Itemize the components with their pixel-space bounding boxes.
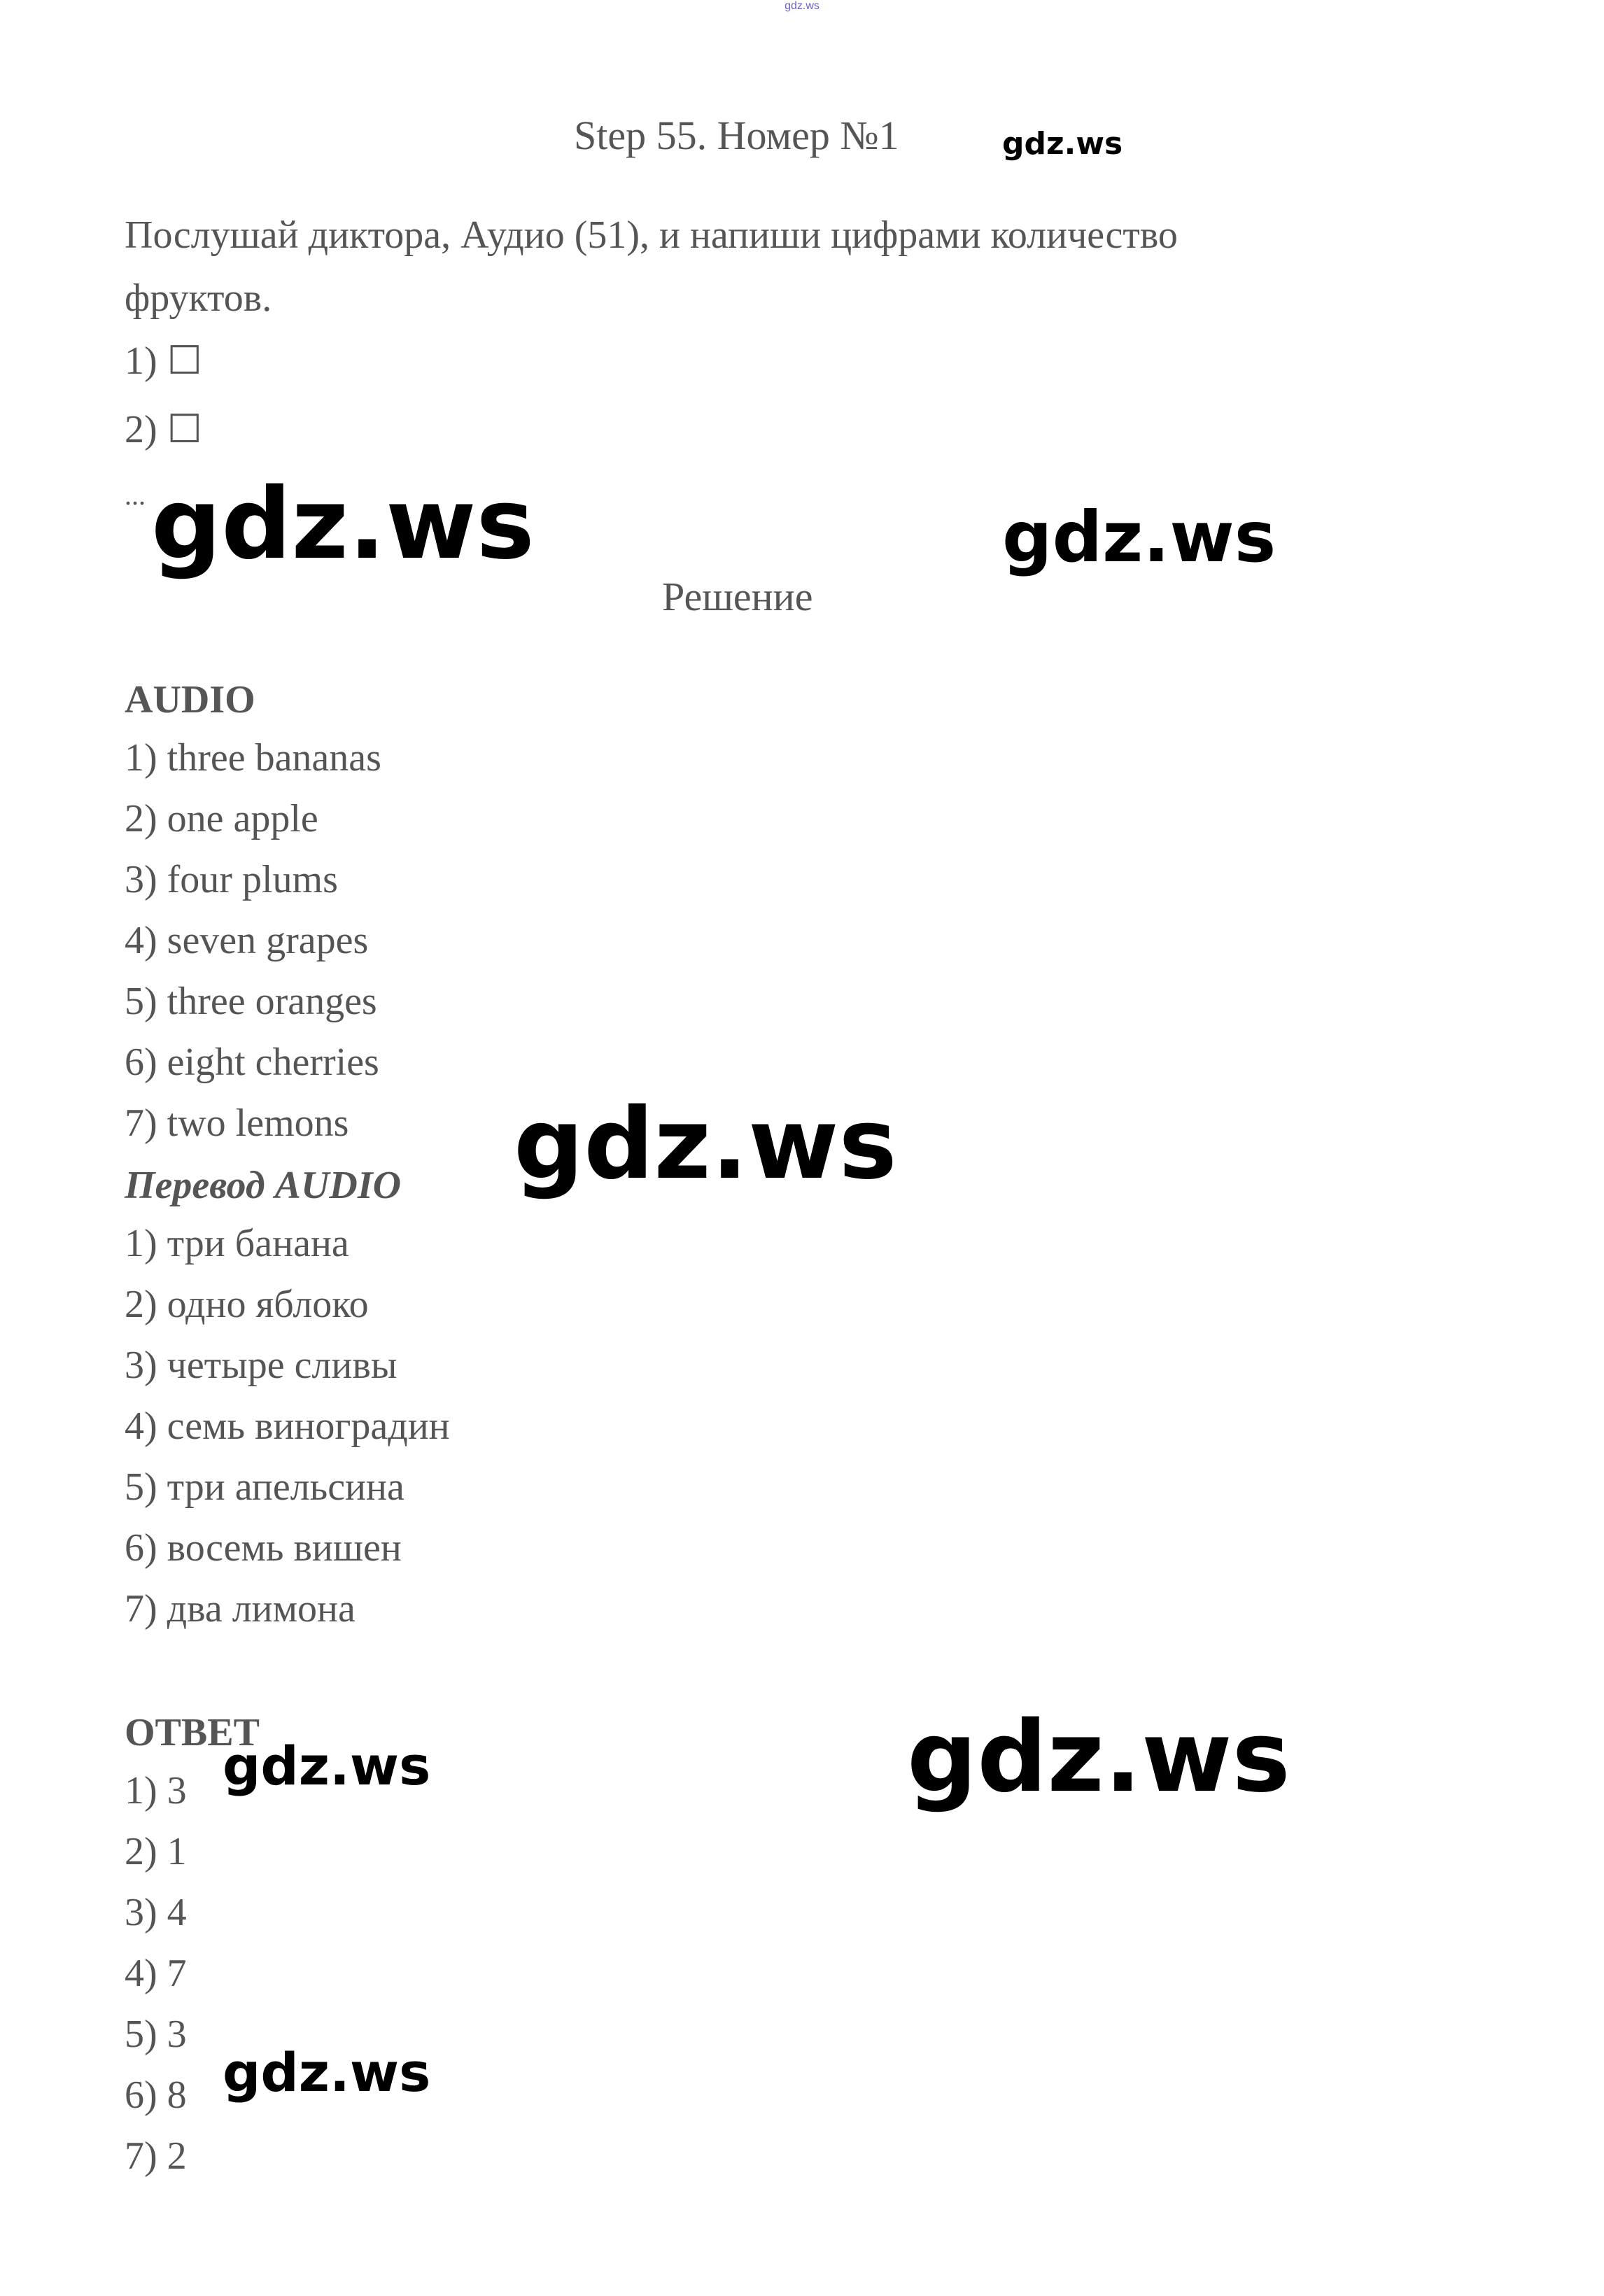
answer-blank-2: 2) ☐ — [125, 408, 202, 451]
task-text-line-1: Послушай диктора, Аудио (51), и напиши цифрами количество — [125, 213, 1178, 257]
task-text-line-2: фруктов. — [125, 276, 272, 320]
watermark-large-left: gdz.ws — [151, 467, 535, 582]
list-item: 3) four plums — [125, 858, 338, 901]
list-item: 1) 3 — [125, 1769, 187, 1812]
list-item: 4) 7 — [125, 1952, 187, 1995]
watermark-center: gdz.ws — [514, 1087, 897, 1202]
audio-heading: AUDIO — [125, 678, 255, 721]
list-item: 5) три апельсина — [125, 1465, 404, 1509]
list-item: 7) два лимона — [125, 1587, 356, 1631]
watermark-answer-right: gdz.ws — [907, 1700, 1290, 1815]
list-item: 3) 4 — [125, 1891, 187, 1934]
answer-heading: ОТВЕТ — [125, 1711, 260, 1754]
list-item: 1) three bananas — [125, 736, 381, 780]
list-item: 6) восемь вишен — [125, 1526, 402, 1570]
answer-blank-1: 1) ☐ — [125, 339, 202, 383]
list-item: 7) two lemons — [125, 1101, 349, 1145]
watermark-answer-top: gdz.ws — [223, 1735, 431, 1797]
list-item: 1) три банана — [125, 1222, 349, 1265]
translation-heading: Перевод AUDIO — [125, 1164, 402, 1207]
list-item: 2) 1 — [125, 1830, 187, 1873]
ellipsis: ... — [125, 479, 146, 511]
watermark-answer-bottom: gdz.ws — [223, 2041, 431, 2104]
list-item: 5) three oranges — [125, 980, 377, 1023]
translation-list — [125, 1213, 450, 1640]
top-watermark: gdz.ws — [785, 0, 819, 12]
list-item: 2) одно яблоко — [125, 1283, 369, 1326]
list-item: 4) семь виноградин — [125, 1404, 450, 1448]
watermark-right: gdz.ws — [1002, 496, 1276, 578]
list-item: 5) 3 — [125, 2013, 187, 2056]
list-item: 6) 8 — [125, 2073, 187, 2117]
list-item: 2) one apple — [125, 797, 318, 840]
list-item: 6) eight cherries — [125, 1041, 379, 1084]
answer-list — [125, 1761, 187, 2187]
list-item: 4) seven grapes — [125, 919, 369, 962]
list-item: 3) четыре сливы — [125, 1344, 398, 1387]
page-title: Step 55. Номер №1 — [574, 113, 899, 158]
list-item: 7) 2 — [125, 2134, 187, 2178]
audio-list — [125, 728, 381, 1154]
watermark-title: gdz.ws — [1002, 126, 1123, 162]
solution-label: Решение — [662, 574, 813, 619]
